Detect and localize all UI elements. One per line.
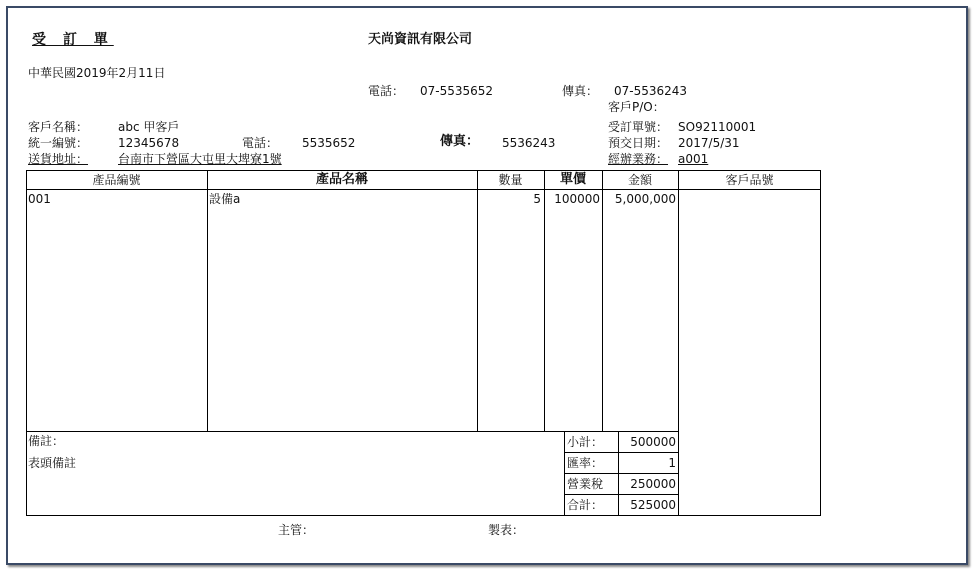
tax-id-label: 統一編號： (28, 136, 89, 150)
col-header-qty: 數量 (498, 173, 523, 187)
company-phone: 07-5535652 (420, 84, 494, 98)
row-qty: 5 (533, 192, 541, 206)
totals-line-2 (564, 473, 678, 474)
customer-fax-label: 傳真： (440, 134, 480, 149)
col-divider-2 (477, 170, 478, 432)
delivery-date: 2017/5/31 (678, 136, 740, 150)
row-product-code: 001 (28, 192, 51, 206)
subtotal-label: 小計： (567, 435, 604, 449)
tax-value: 250000 (630, 477, 676, 491)
totals-line-1 (564, 452, 678, 453)
total-label: 合計： (567, 498, 604, 512)
company-name: 天尚資訊有限公司 (368, 32, 473, 47)
col-header-customer-part: 客戶品號 (725, 173, 774, 187)
document-title: 受 訂 單 (32, 32, 114, 48)
preparer-label: 製表： (488, 523, 525, 537)
row-price: 100000 (554, 192, 600, 206)
salesperson-label: 經辦業務： (608, 152, 669, 166)
company-fax-label: 傳真： (562, 84, 599, 98)
col-divider-1 (207, 170, 208, 432)
tax-label: 營業稅 (567, 477, 604, 491)
salesperson: a001 (678, 152, 709, 166)
rate-value: 1 (668, 456, 676, 470)
totals-line-3 (564, 494, 678, 495)
customer-name: abc 甲客戶 (118, 120, 180, 134)
customer-po-label: 客戶P/O： (608, 100, 665, 114)
customer-phone: 5535652 (302, 136, 356, 150)
row-amount: 5,000,000 (614, 192, 676, 206)
table-header-divider (26, 189, 821, 190)
order-table (26, 170, 821, 516)
company-fax: 07-5536243 (614, 84, 688, 98)
col-divider-3 (544, 170, 545, 432)
document-date: 中華民國2019年2月11日 (28, 66, 166, 80)
order-no-label: 受訂單號： (608, 120, 669, 134)
total-value: 525000 (630, 498, 676, 512)
customer-name-label: 客戶名稱： (28, 120, 89, 134)
col-divider-4 (602, 170, 603, 432)
rate-label: 匯率： (567, 456, 604, 470)
table-body-divider (26, 431, 678, 432)
remarks-label: 備註： (28, 434, 65, 448)
delivery-address: 台南市下營區大屯里大埤寮1號 (118, 152, 282, 166)
remarks-text: 表頭備註 (28, 456, 77, 470)
col-header-price: 單價 (559, 172, 586, 187)
order-no: SO92110001 (678, 120, 757, 134)
row-product-name: 設備a (209, 192, 241, 206)
delivery-date-label: 預交日期： (608, 136, 669, 150)
manager-label: 主管： (278, 523, 315, 537)
col-header-code: 產品編號 (92, 173, 141, 187)
address-label: 送貨地址： (28, 152, 89, 166)
col-divider-5 (678, 170, 679, 516)
customer-fax: 5536243 (502, 136, 556, 150)
tax-id: 12345678 (118, 136, 180, 150)
customer-phone-label: 電話： (242, 136, 279, 150)
subtotal-value: 500000 (630, 435, 676, 449)
company-phone-label: 電話： (368, 84, 405, 98)
col-header-name: 產品名稱 (315, 172, 368, 187)
col-header-amount: 金額 (627, 173, 652, 187)
